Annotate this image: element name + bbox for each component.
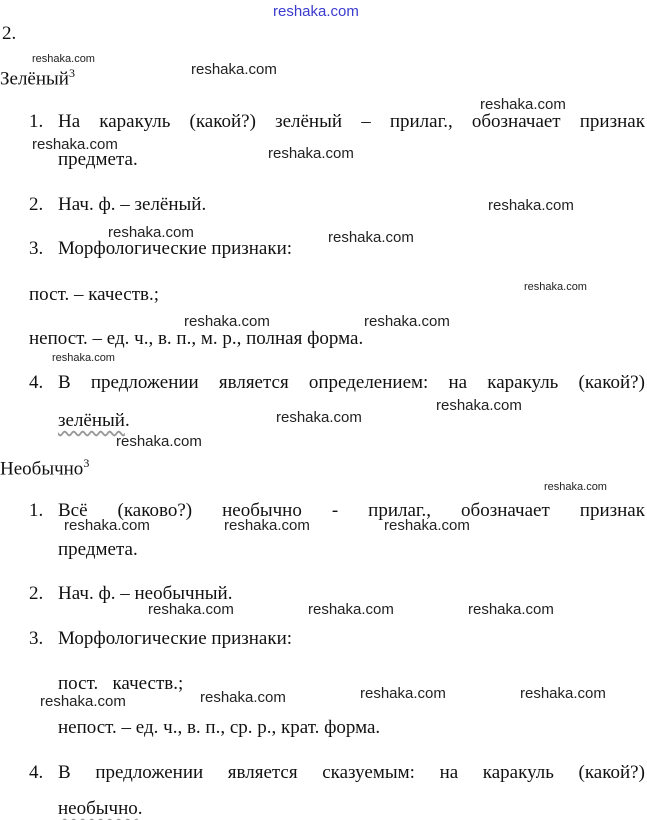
item-number: 2. bbox=[29, 583, 44, 604]
word: каракуль bbox=[482, 762, 554, 783]
watermark: reshaka.com bbox=[276, 409, 362, 426]
word: В bbox=[58, 762, 71, 783]
watermark: reshaka.com bbox=[32, 136, 118, 153]
word: является bbox=[218, 372, 289, 393]
item-number: 1. bbox=[29, 111, 44, 132]
item-4-line-2 bbox=[58, 411, 130, 430]
heading-text: Зелёный bbox=[0, 68, 69, 90]
word: предложении bbox=[95, 762, 204, 783]
watermark: reshaka.com bbox=[268, 145, 354, 162]
item-number: 2. bbox=[29, 194, 44, 215]
heading-superscript: 3 bbox=[83, 456, 90, 470]
word: каракуль bbox=[487, 372, 559, 393]
item-number: 1. bbox=[29, 500, 44, 521]
heading-text: Необычно bbox=[0, 458, 84, 480]
item-3: Морфологические признаки: bbox=[58, 628, 293, 649]
watermark: reshaka.com bbox=[64, 517, 150, 534]
item-4-line-2 bbox=[58, 799, 143, 818]
watermark: reshaka.com bbox=[524, 281, 587, 293]
watermark: reshaka.com bbox=[488, 197, 574, 214]
constant-features: пост. – качеств.; bbox=[29, 284, 160, 305]
word: признак bbox=[579, 111, 645, 132]
watermark: reshaka.com bbox=[52, 352, 115, 364]
item-number: 4. bbox=[29, 372, 44, 393]
word-heading bbox=[0, 457, 89, 478]
period: . bbox=[137, 798, 143, 819]
word: На bbox=[58, 111, 81, 132]
word: сказуемым: bbox=[322, 762, 415, 783]
word: (какой?) bbox=[578, 762, 645, 783]
item-2: Нач. ф. – зелёный. bbox=[58, 194, 207, 215]
word: - bbox=[331, 500, 339, 521]
word: (каково?) bbox=[117, 500, 193, 521]
item-number: 3. bbox=[29, 238, 44, 259]
word: (какой?) bbox=[578, 372, 645, 393]
word: зелёный bbox=[275, 111, 343, 132]
watermark: reshaka.com bbox=[32, 53, 95, 65]
watermark: reshaka.com bbox=[108, 224, 194, 241]
word-heading bbox=[0, 67, 75, 88]
item-3: Морфологические признаки: bbox=[58, 238, 293, 259]
item-1-line-2: предмета. bbox=[58, 149, 138, 170]
watermark: reshaka.com bbox=[544, 481, 607, 493]
constant-features: пост. качеств.; bbox=[58, 673, 184, 694]
item-2: Нач. ф. – необычный. bbox=[58, 583, 233, 604]
nonconstant-features: непост. – ед. ч., в. п., ср. р., крат. форма. bbox=[58, 717, 381, 738]
word: предложении bbox=[90, 372, 199, 393]
item-1-line-2: предмета. bbox=[58, 539, 138, 560]
nonconstant-features: непост. – ед. ч., в. п., м. р., полная форма. bbox=[29, 328, 364, 349]
word: на bbox=[448, 372, 468, 393]
task-number: 2. bbox=[2, 23, 17, 44]
item-4-line-1 bbox=[58, 373, 645, 392]
period: . bbox=[124, 410, 130, 431]
item-1-line-1 bbox=[58, 112, 645, 131]
watermark: reshaka.com bbox=[360, 685, 446, 702]
watermark: reshaka.com bbox=[480, 96, 566, 113]
watermark: reshaka.com bbox=[364, 313, 450, 330]
watermark: reshaka.com bbox=[200, 689, 286, 706]
watermark: reshaka.com bbox=[116, 433, 202, 450]
word: обозначает bbox=[471, 111, 561, 132]
watermark: reshaka.com bbox=[436, 397, 522, 414]
heading-superscript: 3 bbox=[68, 66, 75, 80]
word: необычно bbox=[222, 500, 302, 521]
word: обозначает bbox=[461, 500, 550, 521]
word: – bbox=[361, 111, 371, 132]
watermark: reshaka.com bbox=[184, 313, 270, 330]
word: определением: bbox=[308, 372, 429, 393]
item-number: 4. bbox=[29, 762, 44, 783]
word: признак bbox=[579, 500, 645, 521]
underlined-word: необычно bbox=[58, 798, 138, 819]
watermark: reshaka.com bbox=[328, 229, 414, 246]
underlined-word: зелёный bbox=[58, 410, 125, 431]
word: каракуль bbox=[99, 111, 171, 132]
word: Всё bbox=[58, 500, 88, 521]
watermark: reshaka.com bbox=[520, 685, 606, 702]
item-number: 3. bbox=[29, 628, 44, 649]
word: является bbox=[227, 762, 298, 783]
word: В bbox=[58, 372, 71, 393]
word: прилаг., bbox=[368, 500, 432, 521]
watermark: reshaka.com bbox=[224, 517, 310, 534]
watermark: reshaka.com bbox=[191, 61, 277, 78]
watermark: reshaka.com bbox=[40, 693, 126, 710]
watermark: reshaka.com bbox=[273, 3, 359, 20]
watermark: reshaka.com bbox=[384, 517, 470, 534]
item-4-line-1 bbox=[58, 763, 645, 782]
watermark: reshaka.com bbox=[468, 601, 554, 618]
watermark: reshaka.com bbox=[148, 601, 234, 618]
word: на bbox=[439, 762, 459, 783]
word: (какой?) bbox=[189, 111, 256, 132]
word: прилаг., bbox=[389, 111, 453, 132]
watermark: reshaka.com bbox=[308, 601, 394, 618]
